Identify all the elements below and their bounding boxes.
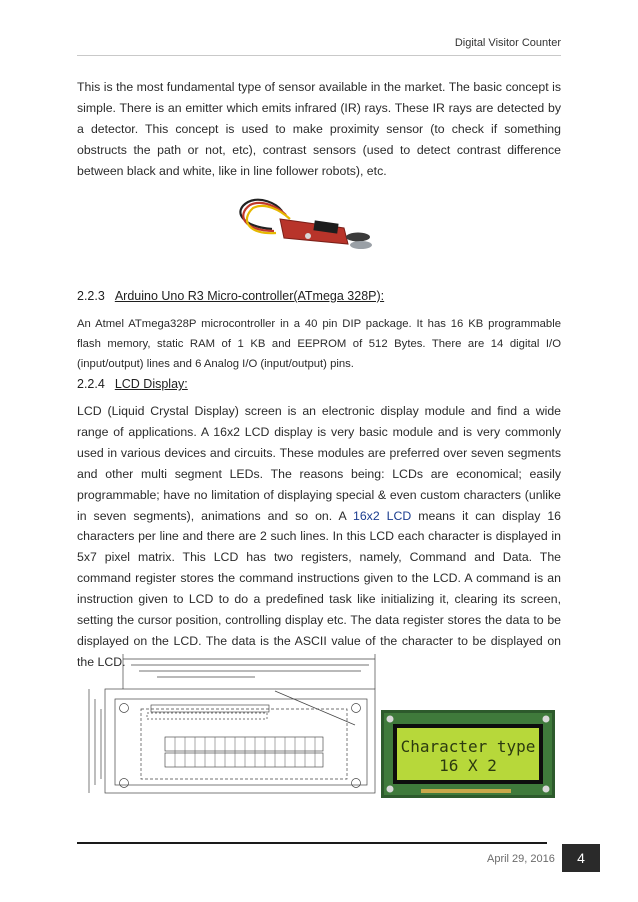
section-title: Arduino Uno R3 Micro-controller(ATmega 328P):	[114, 289, 385, 303]
running-header: Digital Visitor Counter	[454, 37, 561, 49]
arduino-paragraph: An Atmel ATmega328P microcontroller in a 40 pin DIP package. It has 16 KB programmable flash memory, static RAM of 1 KB and EEPROM of 512 Bytes. There are 14 digital I/O (input/output) lines and 6 Analog I/O (input/output) pins.	[77, 318, 561, 370]
page-number: 4	[562, 844, 600, 872]
footer-date: April 29, 2016	[487, 853, 555, 865]
ir-sensor-image	[232, 193, 394, 251]
section-title: LCD Display:	[114, 377, 188, 391]
intro-paragraph: This is the most fundamental type of sensor available in the market. The basic concept is simple. There is an emitter which emits infrared (IR) rays. These IR rays are detected by a detector. This concept is used to make proximity sensor (to check if something obstructs the path or not, etc), contrast sensors (used to detect contrast difference between black and white, like in line follower robots), etc.	[77, 80, 561, 178]
lcd-photo	[381, 710, 555, 798]
footer-rule	[77, 842, 547, 844]
section-number: 2.2.3	[77, 289, 105, 303]
lcd-text-part-2: means it can display 16 characters per line and there are 2 such lines. In this LCD each character is displayed in 5x7 pixel matrix. This LCD has two registers, namely, Command and Data. The command register stores the command instructions given to the LCD. A command is an instruction given to LCD to do a predefined task like initializing it, clearing its screen, setting the cursor position, controlling display etc. The data register stores the data to be displayed on the LCD. The data is the ASCII value of the character to be displayed on the LCD.	[77, 508, 562, 669]
lcd-line-2: 16 X 2	[439, 756, 497, 775]
lcd-text-part-1: LCD (Liquid Crystal Display) screen is an electronic display module and find a wide range of applications. A 16x2 LCD display is very basic module and is very commonly used in various devices and circuits. These modules are preferred over seven segments and other multi segment LEDs. The reasons being: LCDs are economical; easily programmable; have no limitation of displaying special & even custom characters (unlike in seven segments), animations and so on. A	[77, 404, 561, 523]
section-number: 2.2.4	[77, 377, 105, 391]
lcd-paragraph	[77, 401, 561, 673]
header-rule	[77, 55, 561, 56]
heading-2-2-3	[77, 289, 384, 303]
lcd-line-1: Character type	[400, 737, 536, 756]
heading-2-2-4	[77, 377, 188, 391]
lcd-dimension-drawing	[79, 651, 379, 799]
lcd-highlight: 16x2 LCD	[353, 508, 412, 523]
